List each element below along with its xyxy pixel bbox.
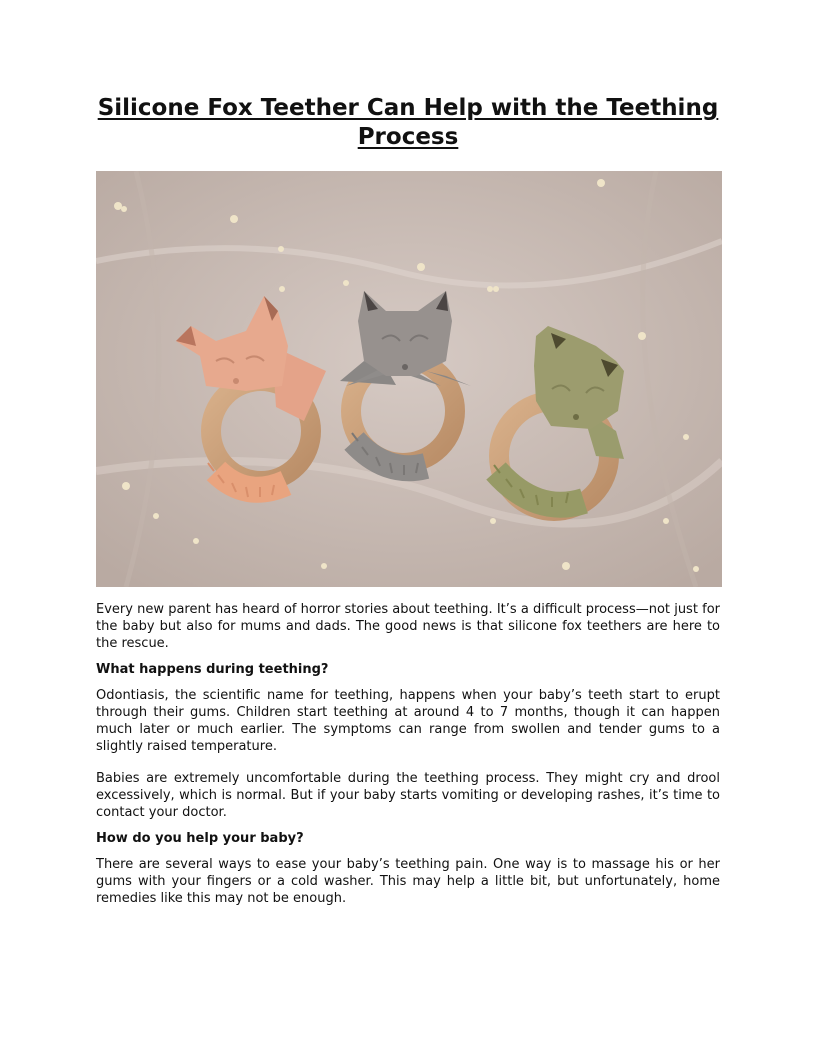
section-heading-teething: What happens during teething? — [96, 662, 329, 677]
fox-teethers-photo — [96, 171, 722, 587]
paragraph-remedies: There are several ways to ease your baby’s teething pain. One way is to massage his or her gums with your fingers or a cold washer. This may help a little bit, but unfortunately, home remedies like this may not be enough. — [96, 857, 720, 906]
paragraph-odontiasis: Odontiasis, the scientific name for teething, happens when your baby’s teeth start to erupt through their gums. Children start teething at around 4 to 7 months, though it can happen much later or much earlier. The symptoms can range from swollen and tender gums to a slightly raised temperature. — [96, 688, 720, 754]
photo-background — [96, 171, 722, 587]
document-page — [96, 0, 720, 907]
section-heading-help: How do you help your baby? — [96, 831, 304, 846]
intro-paragraph: Every new parent has heard of horror stories about teething. It’s a difficult process—not just for the baby but also for mums and dads. The good news is that silicone fox teethers are here to the rescue. — [96, 602, 720, 651]
paragraph-discomfort: Babies are extremely uncomfortable during the teething process. They might cry and drool excessively, which is normal. But if your baby starts vomiting or developing rashes, it’s time to contact your doctor. — [96, 771, 720, 820]
page-title: Silicone Fox Teether Can Help with the Teething Process — [97, 95, 719, 150]
